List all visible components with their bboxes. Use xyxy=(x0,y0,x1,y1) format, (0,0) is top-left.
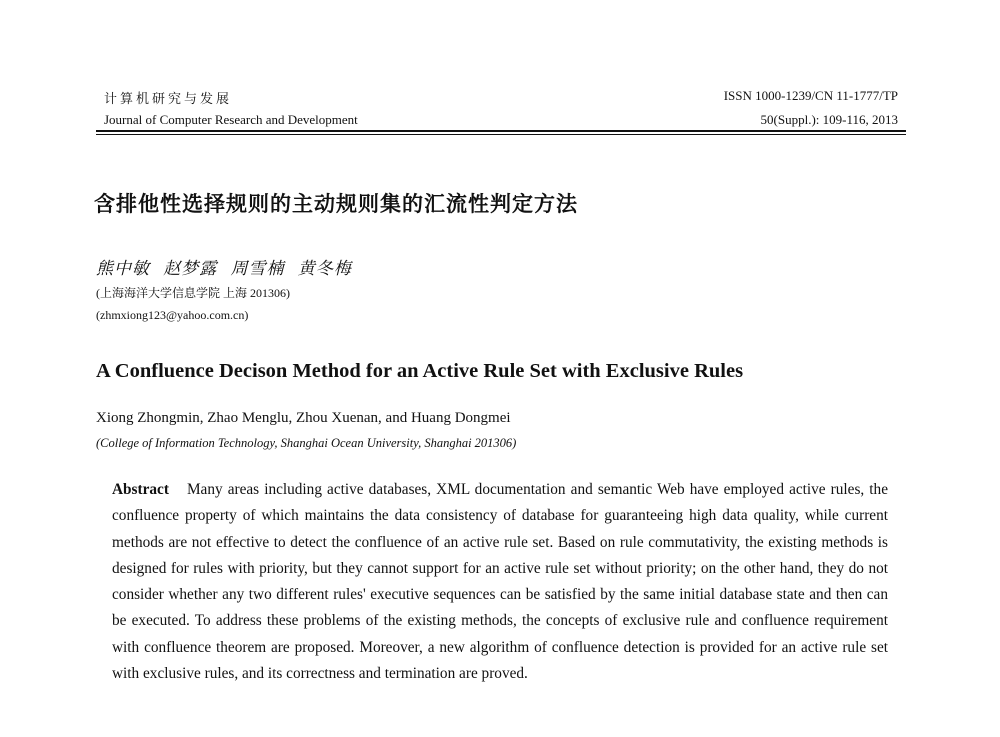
abstract-label: Abstract xyxy=(112,481,169,498)
header-rule-thin xyxy=(96,134,906,135)
abstract-text: Many areas including active databases, XML documentation and semantic Web have employed active rules, the confluence property of which maintains the data consistency of database for guaranteeing high data quality, while current methods are not effective to detect the confluence of an active rule set. Based on rule commutativity, the existing methods is designed for rules with priority, but they cannot support for an active rule set without priority; on the other hand, they do not consider whether any two different rules' executive sequences can be satisfied by the same initial database state and then can be executed. To address these problems of the existing methods, the concepts of exclusive rule and confluence requirement with confluence theorem are proposed. Moreover, a new algorithm of confluence detection is provided for an active rule set with exclusive rules, and its correctness and termination are proved. xyxy=(112,481,888,683)
journal-header-cn: 计算机研究与发展 xyxy=(104,91,233,106)
abstract-paragraph xyxy=(112,477,888,687)
journal-volume: 50(Suppl.): 109-116, 2013 xyxy=(760,112,898,127)
authors-en: Xiong Zhongmin, Zhao Menglu, Zhou Xuenan, and Huang Dongmei xyxy=(96,410,511,426)
journal-header-en: Journal of Computer Research and Development xyxy=(104,112,358,127)
affiliation-en: (College of Information Technology, Shanghai Ocean University, Shanghai 201306) xyxy=(96,436,517,450)
journal-issn: ISSN 1000-1239/CN 11-1777/TP xyxy=(723,88,898,103)
authors-cn: 熊中敏 赵梦露 周雪楠 黄冬梅 xyxy=(96,259,352,278)
header-rule-thick xyxy=(96,130,906,132)
affiliation-cn: (上海海洋大学信息学院 上海 201306) xyxy=(96,286,290,300)
paper-title-cn: 含排他性选择规则的主动规则集的汇流性判定方法 xyxy=(94,192,578,216)
paper-title-en: A Confluence Decison Method for an Active Rule Set with Exclusive Rules xyxy=(96,360,744,382)
author-email: (zhmxiong123@yahoo.com.cn) xyxy=(96,308,249,322)
